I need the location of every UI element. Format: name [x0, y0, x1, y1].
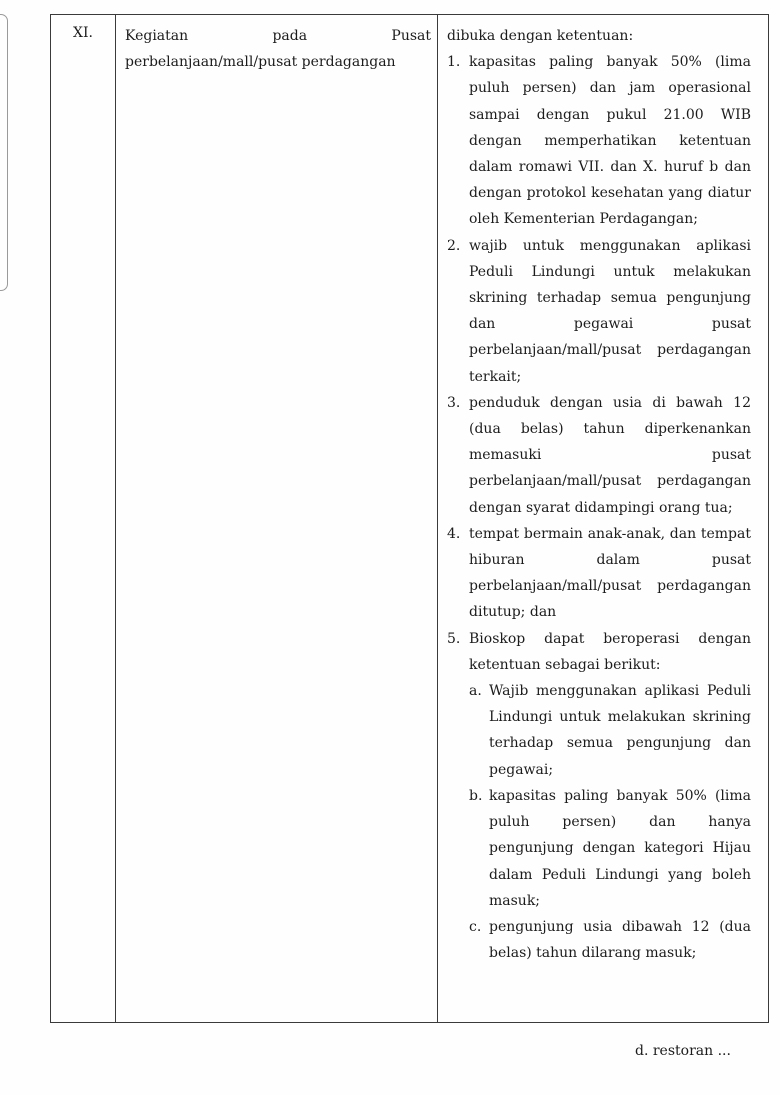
rule-text: penduduk dengan usia di bawah 12 (dua belas) tahun diperkenankan memasuki pusat perbelanjaan/mall/pusat perdagangan dengan syarat didampingi orang tua;: [469, 394, 751, 516]
rule-number: 5.: [447, 630, 461, 647]
rule-text: tempat bermain anak-anak, dan tempat hiburan dalam pusat perbelanjaan/mall/pusat perdagangan ditutup; dan: [469, 525, 751, 621]
subrule-text: pengunjung usia dibawah 12 (dua belas) tahun dilarang masuk;: [489, 918, 751, 962]
subrule-item: [469, 783, 751, 914]
activity-line-1: Kegiatan pada Pusat: [125, 28, 431, 44]
subrule-text: Wajib menggunakan aplikasi Peduli Lindungi untuk melakukan skrining terhadap semua pengunjung dan pegawai;: [489, 683, 751, 778]
rule-item: [447, 49, 751, 232]
rule-text: Bioskop dapat beroperasi dengan ketentuan sebagai berikut:: [469, 630, 751, 673]
rules-intro: dibuka dengan ketentuan:: [447, 28, 634, 44]
rule-number: 1.: [447, 54, 461, 71]
rules-list: [447, 49, 751, 966]
rule-item: [447, 626, 751, 967]
side-frame: [0, 14, 8, 291]
subrule-letter: b.: [469, 787, 483, 804]
rule-number: 2.: [447, 237, 461, 254]
rule-item: [447, 390, 751, 521]
rule-item: [447, 521, 751, 626]
subrule-letter: a.: [469, 683, 482, 700]
subrule-text: kapasitas paling banyak 50% (lima puluh persen) dan hanya pengunjung dengan kategori Hijau dalam Peduli Lindungi yang boleh masuk;: [489, 787, 751, 909]
column-divider: [437, 15, 438, 1022]
row-number: XI.: [73, 25, 93, 41]
activity-line-2: perbelanjaan/mall/pusat perdagangan: [125, 54, 396, 70]
subrule-item: [469, 678, 751, 783]
subrules-list: [469, 678, 751, 966]
subrule-letter: c.: [469, 918, 482, 935]
activity-cell: [125, 23, 431, 75]
rule-number: 4.: [447, 525, 461, 542]
page-continuation: d. restoran ...: [635, 1043, 731, 1059]
rule-item: [447, 233, 751, 390]
subrule-item: [469, 914, 751, 966]
rule-text: wajib untuk menggunakan aplikasi Peduli Lindungi untuk melakukan skrining terhadap semua pengunjung dan pegawai pusat perbelanjaan/mall/pusat perdagangan terkait;: [469, 237, 751, 385]
rule-text: kapasitas paling banyak 50% (lima puluh persen) dan jam operasional sampai dengan pukul 21.00 WIB dengan memperhatikan ketentuan dalam romawi VII. dan X. huruf b dan dengan protokol kesehatan yang diatur oleh Kementerian Perdagangan;: [469, 54, 751, 228]
regulation-table: [50, 14, 769, 1023]
rules-cell: [447, 23, 751, 966]
column-divider: [115, 15, 116, 1022]
rule-number: 3.: [447, 394, 461, 411]
